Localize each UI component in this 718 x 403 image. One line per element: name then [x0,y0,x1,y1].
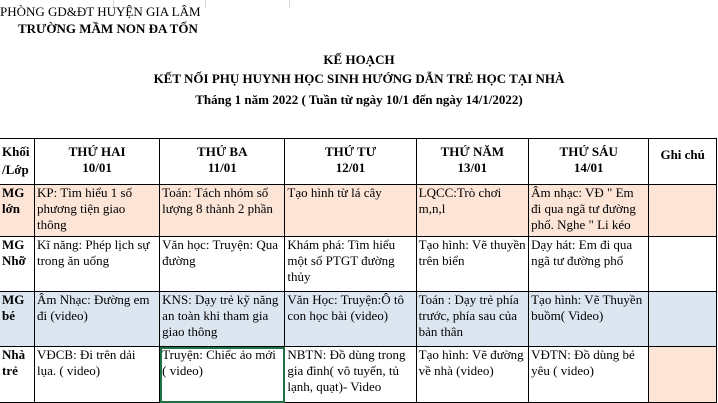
group-line1: MG [2,237,25,252]
group-line1: MG [2,292,25,307]
day-date: 12/01 [335,160,366,175]
activity-cell[interactable]: Âm Nhạc: Đường em đi (video) [34,292,159,347]
day-name: THỨ HAI [68,144,126,159]
group-header-line1: Khối [2,144,30,159]
day-header-cell[interactable] [285,139,416,185]
header-row [0,139,717,185]
table-row [0,292,717,347]
day-date: 14/01 [573,160,604,175]
activity-cell[interactable]: VĐTN: Đồ dùng bé yêu ( video) [529,347,649,403]
activity-cell[interactable]: Tạo hình: Vẽ Thuyền buồm( Video) [529,292,649,347]
school-name[interactable]: TRƯỜNG MẦM NON ĐA TỐN [18,21,198,36]
selected-activity-cell[interactable]: Truyện: Chiếc áo mới ( video) [160,347,285,403]
activity-cell[interactable]: Toán : Dạy trẻ phía trước, phía sau của bản thân [416,292,528,347]
group-line1: MG [2,185,25,200]
plan-week-range[interactable]: Tháng 1 năm 2022 ( Tuần từ ngày 10/1 đến ngày 14/1/2022) [195,92,523,107]
note-cell[interactable] [649,347,717,403]
group-cell[interactable] [0,292,34,347]
day-header-cell[interactable] [529,139,649,185]
group-line2: lớn [2,201,21,216]
activity-cell[interactable]: Toán: Tách nhóm số lượng 8 thành 2 phần [160,185,285,237]
activity-cell[interactable]: Văn Học: Truyện:Ô tô con học bài (video) [285,292,416,347]
group-cell[interactable] [0,185,34,237]
table-row [0,347,717,403]
activity-cell[interactable]: Dạy hát: Em đi qua ngã tư đường phố [529,237,649,292]
plan-title[interactable]: KẾ HOẠCH [323,52,395,67]
day-name: THỨ TƯ [324,144,377,159]
activity-cell[interactable]: Kĩ năng: Phép lịch sự trong ăn uống [34,237,159,292]
activity-cell[interactable]: Âm nhạc: VĐ " Em đi qua ngã tư đường phố. Nghe " Li kéo [529,185,649,237]
day-name: THỨ SÁU [559,144,618,159]
day-name: THỨ NĂM [440,144,505,159]
note-cell[interactable] [649,292,717,347]
group-line2: Nhỡ [2,253,26,268]
group-cell[interactable] [0,237,34,292]
grid-line [205,0,206,8]
activity-cell[interactable]: NBTN: Đồ dùng trong gia đình( vô tuyến, tủ lạnh, quạt)- Video [285,347,416,403]
activity-cell[interactable]: Tạo hình: Vẽ đường về nhà (video) [416,347,528,403]
group-line2: trẻ [2,363,18,378]
activity-cell[interactable]: Tạo hình: Vẽ thuyền trên biển [416,237,528,292]
day-header-cell[interactable] [416,139,528,185]
note-header: Ghi chú [660,147,705,162]
activity-cell[interactable]: Khám phá: Tìm hiểu một số PTGT đường thủy [285,237,416,292]
activity-cell[interactable]: Văn học: Truyện: Qua đường [160,237,285,292]
activity-cell[interactable]: Tạo hình từ lá cây [285,185,416,237]
day-date: 11/01 [207,160,237,175]
day-header-cell[interactable] [34,139,159,185]
group-cell[interactable] [0,347,34,403]
sheet-header-area [0,0,718,138]
activity-cell[interactable]: KNS: Dạy trẻ kỹ năng an toàn khi tham gia giao thông [160,292,285,347]
group-line1: Nhà [2,347,26,362]
day-name: THỨ BA [197,144,248,159]
note-cell[interactable] [649,237,717,292]
grid-line [289,0,290,8]
table-row [0,185,717,237]
note-cell[interactable] [649,185,717,237]
activity-cell[interactable]: VĐCB: Đi trên dải lụa. ( video) [34,347,159,403]
plan-subtitle[interactable]: KẾT NỐI PHỤ HUYNH HỌC SINH HƯỚNG DẪN TRẺ HỌC TẠI NHÀ [153,71,565,86]
schedule-table [0,138,717,403]
department-name[interactable]: PHÒNG GD&ĐT HUYỆN GIA LÂM [0,4,201,19]
activity-cell[interactable]: LQCC:Trò chơi m,n,l [416,185,528,237]
day-date: 10/01 [82,160,112,175]
table-row [0,237,717,292]
group-header-cell[interactable] [0,139,34,185]
note-header-cell[interactable] [649,139,717,185]
group-line2: bé [2,308,15,323]
day-header-cell[interactable] [160,139,285,185]
activity-cell[interactable]: KP: Tìm hiểu 1 số phương tiện giao thông [34,185,159,237]
group-header-line2: /Lớp [2,162,29,177]
day-date: 13/01 [457,160,488,175]
